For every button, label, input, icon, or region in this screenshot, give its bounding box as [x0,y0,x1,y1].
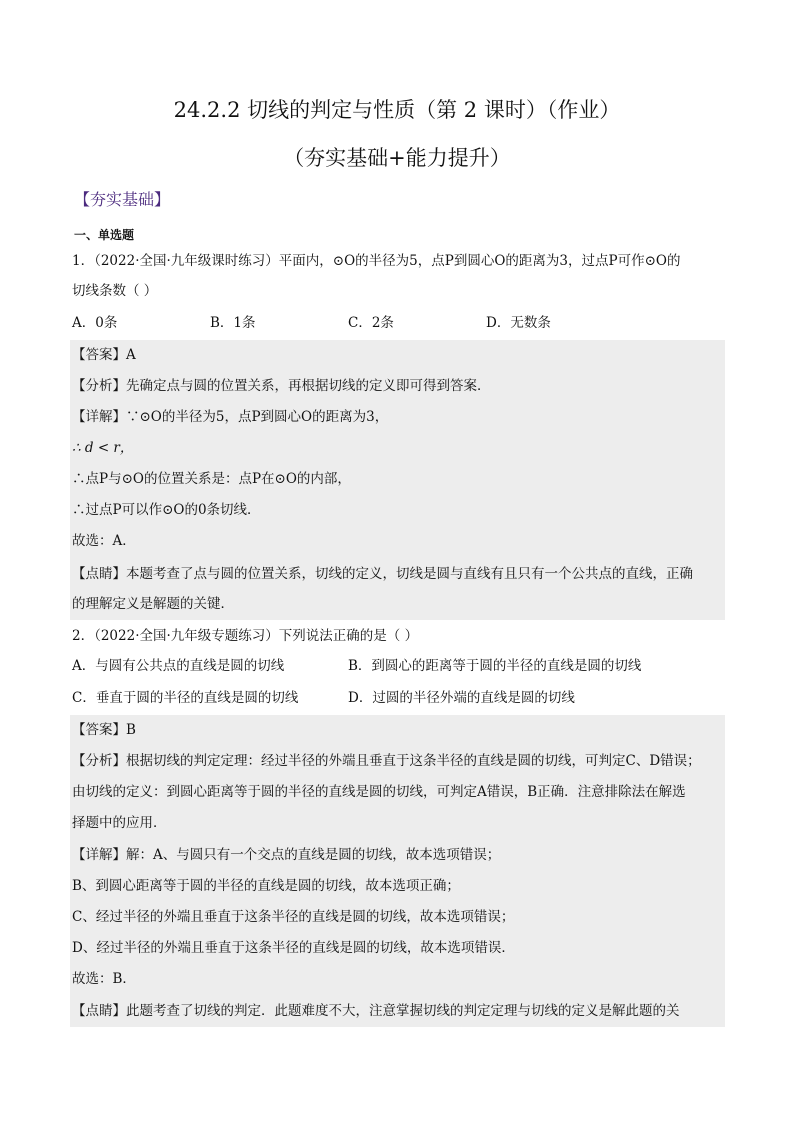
q2-stem: 2．（2022·全国·九年级专题练习）下列说法正确的是（ ） [72,628,419,644]
q1-answer: 【答案】A [72,347,136,363]
page-title: 24.2.2 切线的判定与性质（第 2 课时）（作业） [173,98,621,122]
page-subtitle: （夯实基础+能力提升） [283,146,511,170]
q1-detail-line-3: ∴点P与⊙O的位置关系是：点P在⊙O的内部， [72,471,351,487]
q1-stem-line-2: 切线条数（ ） [72,283,158,299]
q1-option-a: A．0条 [72,315,118,331]
q2-detail-line-5: 故选：B． [72,971,136,987]
section-heading: 【夯实基础】 [74,190,171,209]
q1-comment-line-1: 【点睛】本题考查了点与圆的位置关系，切线的定义，切线是圆与直线有且只有一个公共点的直线，正确 [72,566,693,582]
q1-option-c: C．2条 [348,315,394,331]
q1-comment-line-2: 的理解定义是解题的关键． [72,596,234,612]
q1-detail-line-4: ∴过点P可以作⊙O的0条切线． [72,502,261,518]
q1-detail-line-2: ∴ d < r， [72,440,134,456]
subsection-heading: 一、单选题 [74,228,135,242]
q2-detail-line-3: C、经过半径的外端且垂直于这条半径的直线是圆的切线，故本选项错误； [72,909,515,925]
q2-analysis-line-1: 【分析】根据切线的判定定理：经过半径的外端且垂直于这条半径的直线是圆的切线，可判定C、D错误； [72,753,701,769]
q2-analysis-line-3: 择题中的应用． [72,815,167,831]
q2-detail-line-2: B、到圆心距离等于圆的半径的直线是圆的切线，故本选项正确； [72,878,460,894]
q2-answer: 【答案】B [72,722,136,738]
q1-detail-line-1: 【详解】∵⊙O的半径为5，点P到圆心O的距离为3， [72,409,389,425]
q1-option-d: D．无数条 [486,315,551,331]
q2-detail-line-4: D、经过半径的外端且垂直于这条半径的直线是圆的切线，故本选项错误． [72,940,515,956]
q2-comment-line-1: 【点睛】此题考查了切线的判定．此题难度不大，注意掌握切线的判定定理与切线的定义是解此题的关 [72,1003,680,1019]
q1-option-b: B．1条 [210,315,256,331]
q2-option-a: A．与圆有公共点的直线是圆的切线 [72,658,285,674]
q1-detail-line-5: 故选：A． [72,533,136,549]
q2-option-c: C．垂直于圆的半径的直线是圆的切线 [72,690,299,706]
q1-analysis: 【分析】先确定点与圆的位置关系，再根据切线的定义即可得到答案． [72,378,491,394]
q2-option-d: D．过圆的半径外端的直线是圆的切线 [348,690,575,706]
q1-stem-line-1: 1．（2022·全国·九年级课时练习）平面内，⊙O的半径为5，点P到圆心O的距离为3，过点P可作⊙O的 [72,253,681,269]
q2-detail-line-1: 【详解】解：A、与圆只有一个交点的直线是圆的切线，故本选项错误； [72,847,501,863]
q2-option-b: B．到圆心的距离等于圆的半径的直线是圆的切线 [348,658,642,674]
q2-analysis-line-2: 由切线的定义：到圆心距离等于圆的半径的直线是圆的切线，可判定A错误，B正确．注意排除法在解选 [72,784,686,800]
